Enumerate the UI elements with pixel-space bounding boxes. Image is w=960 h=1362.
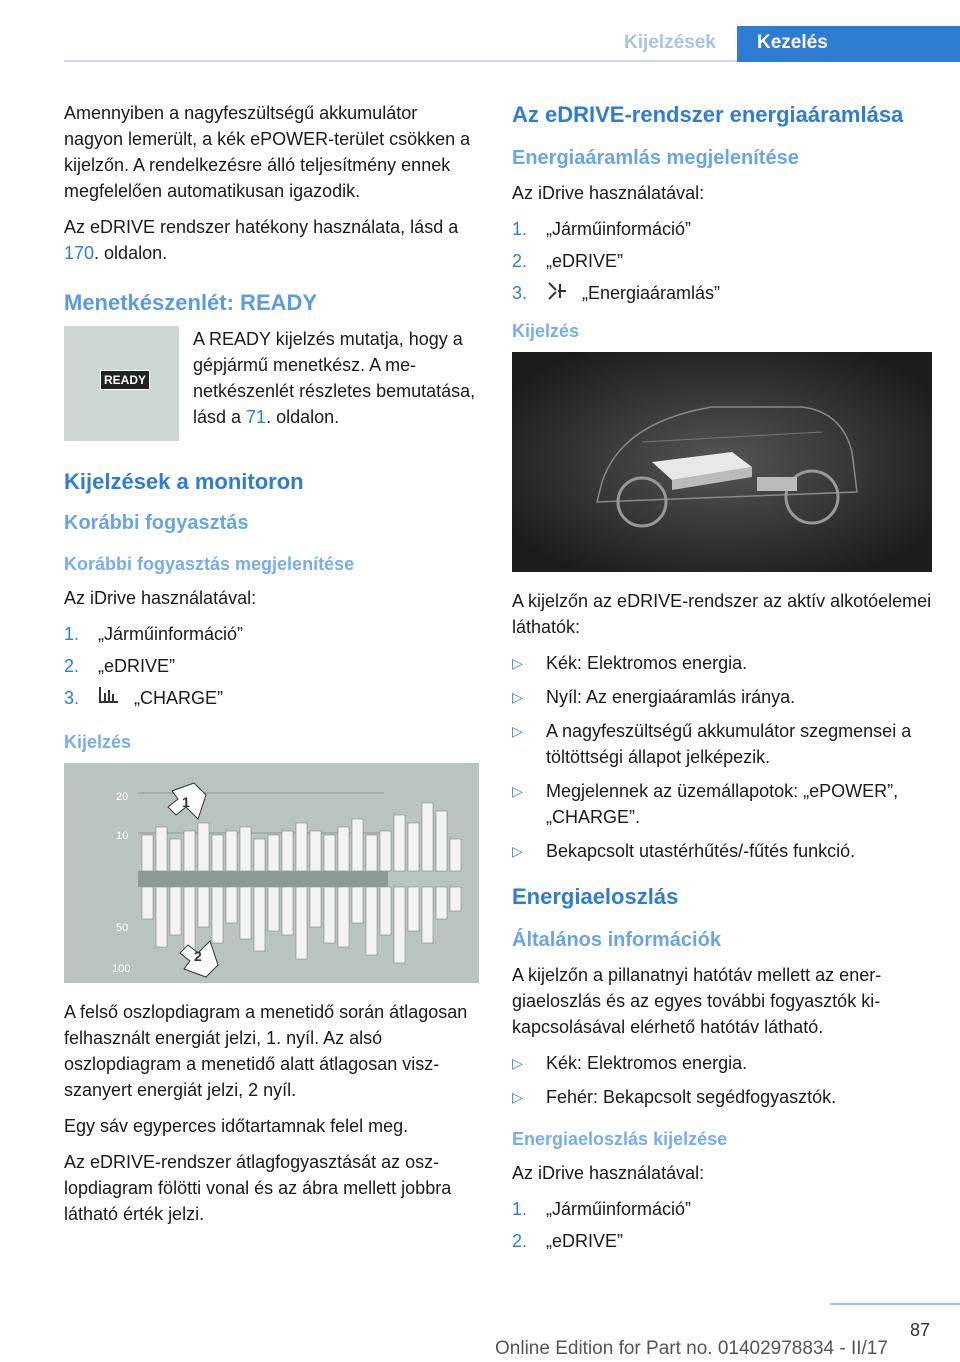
top-bar — [226, 831, 237, 871]
list-item — [512, 650, 932, 676]
bottom-bar — [338, 887, 349, 947]
step-text: „eDRIVE” — [546, 1231, 624, 1251]
heading-energia: Az eDRIVE-rendszer energiaáramlása — [512, 102, 904, 127]
bullet-list — [512, 1050, 932, 1110]
ready-image — [64, 326, 179, 441]
bottom-bar — [436, 887, 447, 919]
bottom-bar — [366, 887, 377, 955]
step-number: 1. — [512, 219, 528, 239]
arrow-1 — [168, 783, 206, 819]
bottom-bar — [254, 887, 265, 951]
steps-list — [512, 216, 932, 306]
consumption-chart — [64, 763, 479, 983]
bottom-bar — [394, 887, 405, 963]
ready-badge: READY — [100, 370, 150, 390]
left-column — [64, 100, 479, 1237]
bottom-bar — [450, 887, 461, 911]
bottom-bar — [240, 887, 251, 939]
bottom-bar — [170, 887, 181, 935]
list-item — [512, 838, 932, 864]
top-bar — [408, 823, 419, 871]
text: . oldalon. — [266, 407, 340, 427]
heading-fogyasztas-megj: Korábbi fogyasztás megjelenítése — [64, 554, 355, 574]
bullet-text: Kék: Elektromos energia. — [546, 1053, 748, 1073]
top-bar — [436, 811, 447, 871]
top-bar — [296, 823, 307, 871]
footer-rule — [830, 1303, 960, 1305]
text: . oldalon. — [94, 243, 168, 263]
top-bar — [380, 831, 391, 871]
step-text: „eDRIVE” — [546, 251, 624, 271]
paragraph — [193, 326, 479, 431]
paragraph: Az iDrive használatával: — [64, 588, 257, 608]
tick-label: 10 — [116, 830, 129, 842]
step-number: 2. — [512, 251, 528, 271]
step-text: „CHARGE” — [134, 688, 223, 708]
bullet-list — [512, 650, 932, 864]
triangle-bullet-icon: ▷ — [512, 723, 523, 739]
list-item — [512, 1084, 932, 1110]
page-link[interactable]: 71 — [246, 407, 267, 427]
list-item — [512, 1228, 932, 1254]
paragraph: A kijelzőn az eDRIVE-rendszer az aktív alkotóelemei láthatók: — [512, 591, 932, 637]
list-item — [512, 1050, 932, 1076]
text: Az eDRIVE rendszer hatékony használata, lásd a — [64, 217, 459, 237]
heading-ready: Menetkészenlét: READY — [64, 290, 318, 315]
bottom-bar — [212, 887, 223, 943]
triangle-bullet-icon: ▷ — [512, 1089, 523, 1105]
tick-label: 20 — [116, 791, 129, 803]
arrow-label: 1 — [182, 794, 190, 810]
top-bar — [282, 831, 293, 871]
step-number: 2. — [512, 1231, 528, 1251]
paragraph: Az iDrive használatával: — [512, 183, 705, 203]
step-text: „Járműinformáció” — [98, 624, 244, 644]
list-item — [512, 778, 932, 830]
list-item — [512, 684, 932, 710]
bottom-bar — [156, 887, 167, 947]
top-bar — [268, 835, 279, 871]
steps-list — [64, 621, 479, 711]
list-item — [64, 653, 479, 679]
list-item — [512, 280, 932, 306]
top-bar — [324, 835, 335, 871]
top-bar — [170, 839, 181, 871]
time-axis-band — [138, 871, 388, 887]
triangle-bullet-icon: ▷ — [512, 1055, 523, 1071]
top-bar — [422, 803, 433, 871]
triangle-bullet-icon: ▷ — [512, 689, 523, 705]
list-item — [64, 685, 479, 711]
bottom-bar — [142, 887, 153, 919]
top-bar — [212, 835, 223, 871]
heading-fogyasztas: Korábbi fogyasztás — [64, 512, 249, 534]
bar-chart-icon — [98, 685, 120, 705]
paragraph — [64, 214, 479, 266]
step-text: „Járműinformáció” — [546, 1199, 692, 1219]
step-number: 3. — [64, 688, 80, 708]
right-column — [512, 100, 932, 1266]
top-bar — [338, 827, 349, 871]
bottom-bar — [184, 887, 195, 955]
top-bar — [352, 819, 363, 871]
bottom-bar — [422, 887, 433, 943]
bullet-text: Kék: Elektromos energia. — [546, 653, 748, 673]
bullet-text: Fehér: Bekapcsolt segédfogyasztók. — [546, 1087, 837, 1107]
heading-kijelzes: Kijelzés — [512, 321, 580, 341]
step-text: „Energiaáramlás” — [582, 283, 721, 303]
heading-altalanos: Általános információk — [512, 929, 721, 951]
energy-flow-icon — [546, 280, 568, 302]
step-text: „eDRIVE” — [98, 656, 176, 676]
top-bar — [156, 827, 167, 871]
heading-eloszlas-kijelzes: Energiaeloszlás kijelzése — [512, 1129, 728, 1149]
bottom-bar — [352, 887, 363, 923]
list-item — [512, 248, 932, 274]
step-text: „Járműinformáció” — [546, 219, 692, 239]
top-bar — [198, 823, 209, 871]
paragraph: A felső oszlopdiagram a menetidő során átlagosan felhasznált energiát jelzi, 1. nyíl. Az alsó oszlopdiagram a menetidő alatt átlagosan viszszanyert energiát jelzi, 2 nyíl. — [64, 1002, 468, 1100]
bottom-bar — [324, 887, 335, 943]
tick-label: 50 — [116, 922, 129, 934]
bottom-bar — [282, 887, 293, 935]
ready-block — [64, 326, 479, 441]
bullet-text: Nyíl: Az energiaáramlás iránya. — [546, 687, 796, 707]
list-item — [512, 1196, 932, 1222]
top-bar — [254, 839, 265, 871]
bottom-bar — [226, 887, 237, 923]
list-item — [512, 216, 932, 242]
steps-list — [512, 1196, 932, 1254]
bottom-bar — [408, 887, 419, 931]
step-number: 3. — [512, 283, 528, 303]
car-illustration — [512, 352, 932, 572]
arrow-label: 2 — [194, 948, 202, 964]
edition-note: Online Edition for Part no. 01402978834 - II/17 — [495, 1338, 888, 1359]
chart-svg — [64, 763, 479, 983]
paragraph: Az iDrive használatával: — [512, 1163, 705, 1183]
tick-label: 100 — [112, 963, 131, 975]
bottom-bar — [296, 887, 307, 959]
heading-monitor: Kijelzések a monitoron — [64, 469, 304, 494]
triangle-bullet-icon: ▷ — [512, 843, 523, 859]
paragraph: Amennyiben a nagyfeszültségű akkumulátor nagyon lemerült, a kék ePOWER-terület csökken a kijelzőn. A rendelkezésre álló teljesítmény ennek megfelelően automatikusan igazodik. — [64, 103, 471, 201]
bottom-bar — [310, 887, 321, 927]
page-link[interactable]: 170 — [64, 243, 95, 263]
bottom-bar — [268, 887, 279, 931]
car-energy-image — [512, 352, 932, 572]
text: A READY kijelzés mutatja, hogy a gépjármű menetkész. A menetkészenlét részletes bemutatása, lásd a — [193, 329, 476, 427]
step-number: 2. — [64, 656, 80, 676]
page-number: 87 — [909, 1320, 930, 1340]
heading-eloszlas: Energiaeloszlás — [512, 884, 679, 909]
bottom-bar — [380, 887, 391, 935]
step-number: 1. — [512, 1199, 528, 1219]
bullet-text: Bekapcsolt utastérhűtés/-fűtés funkció. — [546, 841, 856, 861]
list-item — [64, 621, 479, 647]
tab-kijelzesek[interactable]: Kijelzések — [624, 32, 716, 53]
top-bar — [240, 827, 251, 871]
tab-kezeles[interactable]: Kezelés — [737, 26, 960, 62]
bullet-text: Megjelennek az üzemállapotok: „ePOWER”, „CHARGE”. — [546, 781, 899, 827]
heading-kijelzes: Kijelzés — [64, 732, 132, 752]
step-number: 1. — [64, 624, 80, 644]
triangle-bullet-icon: ▷ — [512, 783, 523, 799]
top-bar — [366, 835, 377, 871]
bottom-bar — [198, 887, 209, 927]
top-bar — [394, 815, 405, 871]
paragraph: Egy sáv egyperces időtartamnak felel meg. — [64, 1116, 409, 1136]
top-bar — [310, 831, 321, 871]
top-bar — [142, 835, 153, 871]
top-bar — [184, 831, 195, 871]
paragraph: Az eDRIVE-rendszer átlagfogyasztását az oszlopdiagram fölötti vonal és az ábra mellett jobbra látható érték jelzi. — [64, 1152, 452, 1224]
heading-megjelenites: Energiaáramlás megjelenítése — [512, 147, 799, 169]
bars-group — [138, 783, 461, 977]
top-bar — [450, 839, 461, 871]
triangle-bullet-icon: ▷ — [512, 655, 523, 671]
bullet-text: A nagyfeszültségű akkumulátor szegmensei a töltöttségi állapot jelképezik. — [546, 721, 912, 767]
list-item — [512, 718, 932, 770]
paragraph: A kijelzőn a pillanatnyi hatótáv mellett az energiaeloszlás és az egyes további fogyasztók kikapcsolásával elérhető hatótáv látható. — [512, 965, 882, 1037]
